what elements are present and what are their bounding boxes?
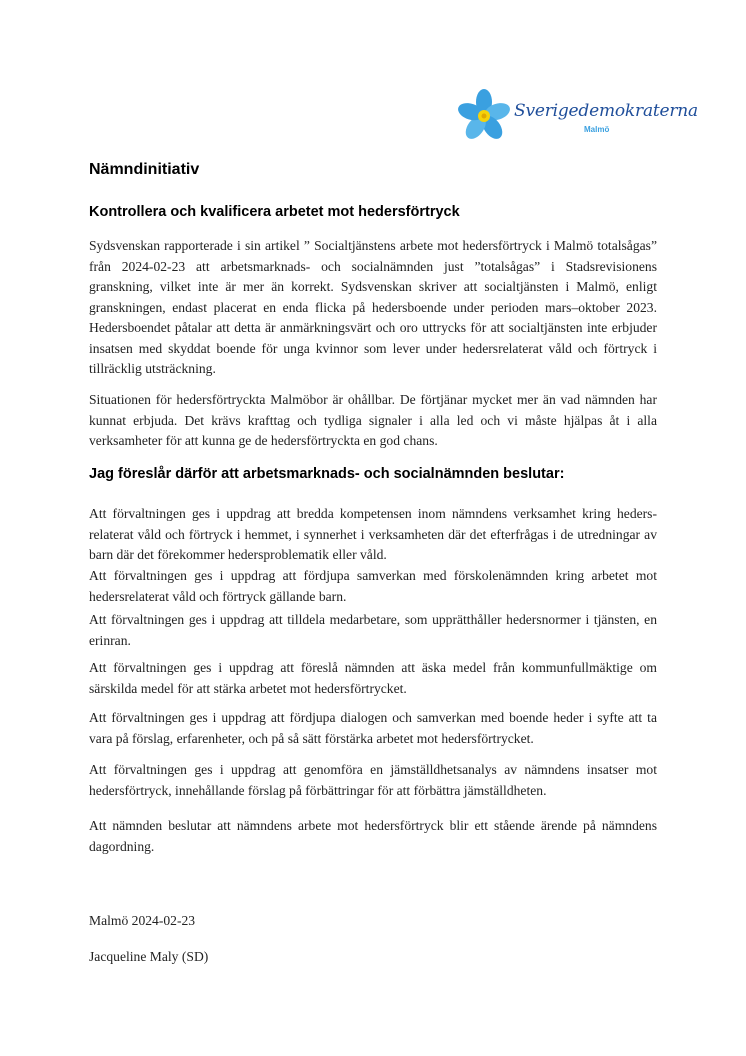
document-subtitle: Kontrollera och kvalificera arbetet mot hedersförtryck [89, 204, 460, 220]
proposal-6: Att förvaltningen ges i uppdrag att genomföra en jämställdhetsanalys av nämndens insatser mot hedersförtryck, innehållande förslag på förbättringar för att förbättra jämställdheten. [89, 762, 657, 798]
intro-paragraph-2: Situationen för hedersförtryckta Malmöbor är ohållbar. De förtjänar mycket mer än vad nämnden har kunnat erbjuda. Det krävs krafttag och tydliga signaler i alla led och vi måste hjälpas åt i alla verksamheter för att kunna ge de hedersförtryckta en god chans. [89, 392, 657, 448]
place-date: Malmö 2024-02-23 [89, 913, 196, 928]
proposal-1: Att förvaltningen ges i uppdrag att bredda kompetensen inom nämndens verksamhet kring heders-relaterat våld och förtryck i hemmet, i synnerhet i verksamheten där det efterfrågas i de utredningar av barn där det förekommer hedersproblematik eller våld. [89, 506, 657, 562]
logo-city: Malmö [584, 125, 610, 134]
proposal-3: Att förvaltningen ges i uppdrag att tilldela medarbetare, som upprätthåller hedersnormer i tjänsten, en erinran. [89, 612, 657, 648]
proposal-4: Att förvaltningen ges i uppdrag att föreslå nämnden att äska medel från kommunfullmäktige om särskilda medel för att stärka arbetet mot hedersförtrycket. [89, 660, 657, 696]
proposal-heading: Jag föreslår därför att arbetsmarknads- och socialnämnden beslutar: [89, 466, 565, 482]
proposal-5: Att förvaltningen ges i uppdrag att fördjupa dialogen och samverkan med boende heder i syfte att ta vara på förslag, erfarenheter, och på så sätt förstärka arbetet mot hedersförtrycket. [89, 710, 657, 746]
intro-paragraph-1: Sydsvenskan rapporterade i sin artikel ” Socialtjänstens arbete mot hedersförtryck i Malmö totalsågas” från 2024-02-23 att arbetsmarknads- och socialnämnden just ”totalsågas” i Stadsrevisionens granskning, vilket inte är mer än korrekt. Sydsvenskan skriver att socialtjänsten i Malmö, enligt granskningen, endast placerat en enda flicka på hedersboende under perioden mars–oktober 2023. Hedersboendet påtalar att detta är anmärkningsvärt och oro uttrycks för att socialtjänsten inte erbjuder insatsen med skyddat boende för unga kvinnor som lever under hedersrelaterat våld och förtryck i tillräcklig utsträckning. [89, 238, 657, 376]
party-logo [458, 87, 698, 147]
signature: Jacqueline Maly (SD) [89, 949, 209, 964]
flower-icon [458, 87, 514, 147]
proposal-2: Att förvaltningen ges i uppdrag att fördjupa samverkan med förskolenämnden kring arbetet mot hedersrelaterat våld och förtryck gällande barn. [89, 568, 657, 604]
document-title: Nämndinitiativ [89, 161, 200, 178]
logo-wordmark: Sverigedemokraterna [514, 101, 698, 121]
proposal-7: Att nämnden beslutar att nämndens arbete mot hedersförtryck blir ett stående ärende på nämndens dagordning. [89, 818, 657, 854]
